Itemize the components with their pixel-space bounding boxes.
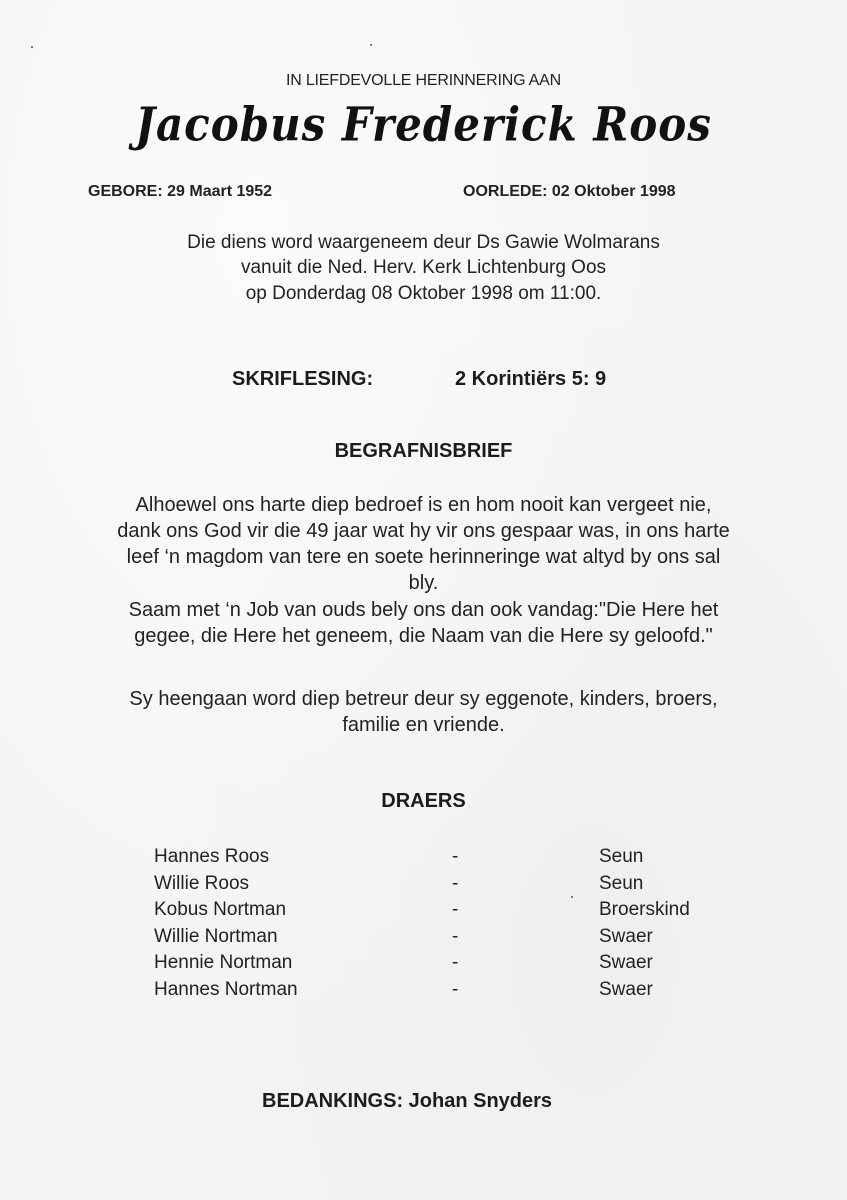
- pallbearer-name: Hannes Roos: [154, 846, 270, 867]
- funeral-letter-paragraph-3: [0, 686, 847, 738]
- pallbearer-name: Hannes Nortman: [154, 978, 298, 1000]
- pallbearer-row: [154, 899, 714, 926]
- paragraph-line: dank ons God vir die 49 jaar wat hy vir ons gespaar was, in ons harte: [117, 520, 730, 542]
- scripture-reading-label: SKRIFLESING:: [232, 368, 374, 390]
- pallbearer-relation: Seun: [599, 872, 644, 894]
- paragraph-line: leef ‘n magdom van tere en soete herinneringe wat altyd by ons sal: [126, 546, 721, 568]
- paragraph-line: familie en vriende.: [342, 714, 505, 736]
- funeral-letter-paragraph-2: [0, 597, 847, 649]
- scan-speck: [370, 44, 372, 46]
- separator-dash: -: [452, 925, 459, 947]
- pallbearer-name: Willie Roos: [154, 872, 250, 894]
- separator-dash: -: [452, 978, 459, 1000]
- pallbearer-relation: Swaer: [599, 925, 653, 947]
- service-venue: vanuit die Ned. Herv. Kerk Lichtenburg Oos: [240, 257, 607, 278]
- death-date: OORLEDE: 02 Oktober 1998: [463, 183, 676, 200]
- pallbearers-heading: DRAERS: [381, 790, 466, 812]
- pallbearer-name: Willie Nortman: [154, 925, 278, 947]
- pallbearer-relation: Broerskind: [599, 899, 690, 920]
- service-datetime: op Donderdag 08 Oktober 1998 om 11:00.: [245, 283, 602, 304]
- pallbearer-row: [154, 952, 714, 979]
- pallbearers-list: [154, 846, 714, 1005]
- separator-dash: -: [452, 846, 459, 867]
- pallbearer-row: [154, 926, 714, 953]
- separator-dash: -: [452, 872, 459, 894]
- paragraph-line: bly.: [408, 572, 439, 594]
- scan-speck: [31, 46, 33, 48]
- paragraph-line: Sy heengaan word diep betreur deur sy eggenote, kinders, broers,: [129, 688, 718, 710]
- pallbearer-relation: Seun: [599, 846, 644, 867]
- service-officiant: Die diens word waargeneem deur Ds Gawie Wolmarans: [187, 232, 660, 253]
- scan-speck: [571, 896, 573, 898]
- paragraph-line: Alhoewel ons harte diep bedroef is en hom nooit kan vergeet nie,: [135, 494, 712, 516]
- funeral-letter-paragraph-1: [0, 492, 847, 596]
- pallbearer-relation: Swaer: [599, 952, 653, 973]
- paragraph-line: gegee, die Here het geneem, die Naam van die Here sy geloofd.": [134, 625, 713, 647]
- pallbearer-row: [154, 979, 714, 1006]
- paragraph-line: Saam met ‘n Job van ouds bely ons dan ook vandag:"Die Here het: [128, 599, 719, 621]
- separator-dash: -: [452, 952, 459, 973]
- memorial-caption: IN LIEFDEVOLLE HERINNERING AAN: [286, 72, 561, 89]
- separator-dash: -: [452, 899, 459, 920]
- scripture-reading-value: 2 Korintiërs 5: 9: [455, 368, 607, 390]
- pallbearer-relation: Swaer: [599, 978, 653, 1000]
- pallbearer-name: Kobus Nortman: [154, 899, 287, 920]
- funeral-letter-heading: BEGRAFNISBRIEF: [334, 440, 513, 462]
- deceased-name: Jacobus Frederick Roos: [135, 97, 712, 152]
- pallbearer-row: [154, 873, 714, 900]
- pallbearer-name: Hennie Nortman: [154, 952, 293, 973]
- acknowledgements: BEDANKINGS: Johan Snyders: [262, 1090, 553, 1112]
- pallbearer-row: [154, 846, 714, 873]
- birth-date: GEBORE: 29 Maart 1952: [88, 183, 273, 200]
